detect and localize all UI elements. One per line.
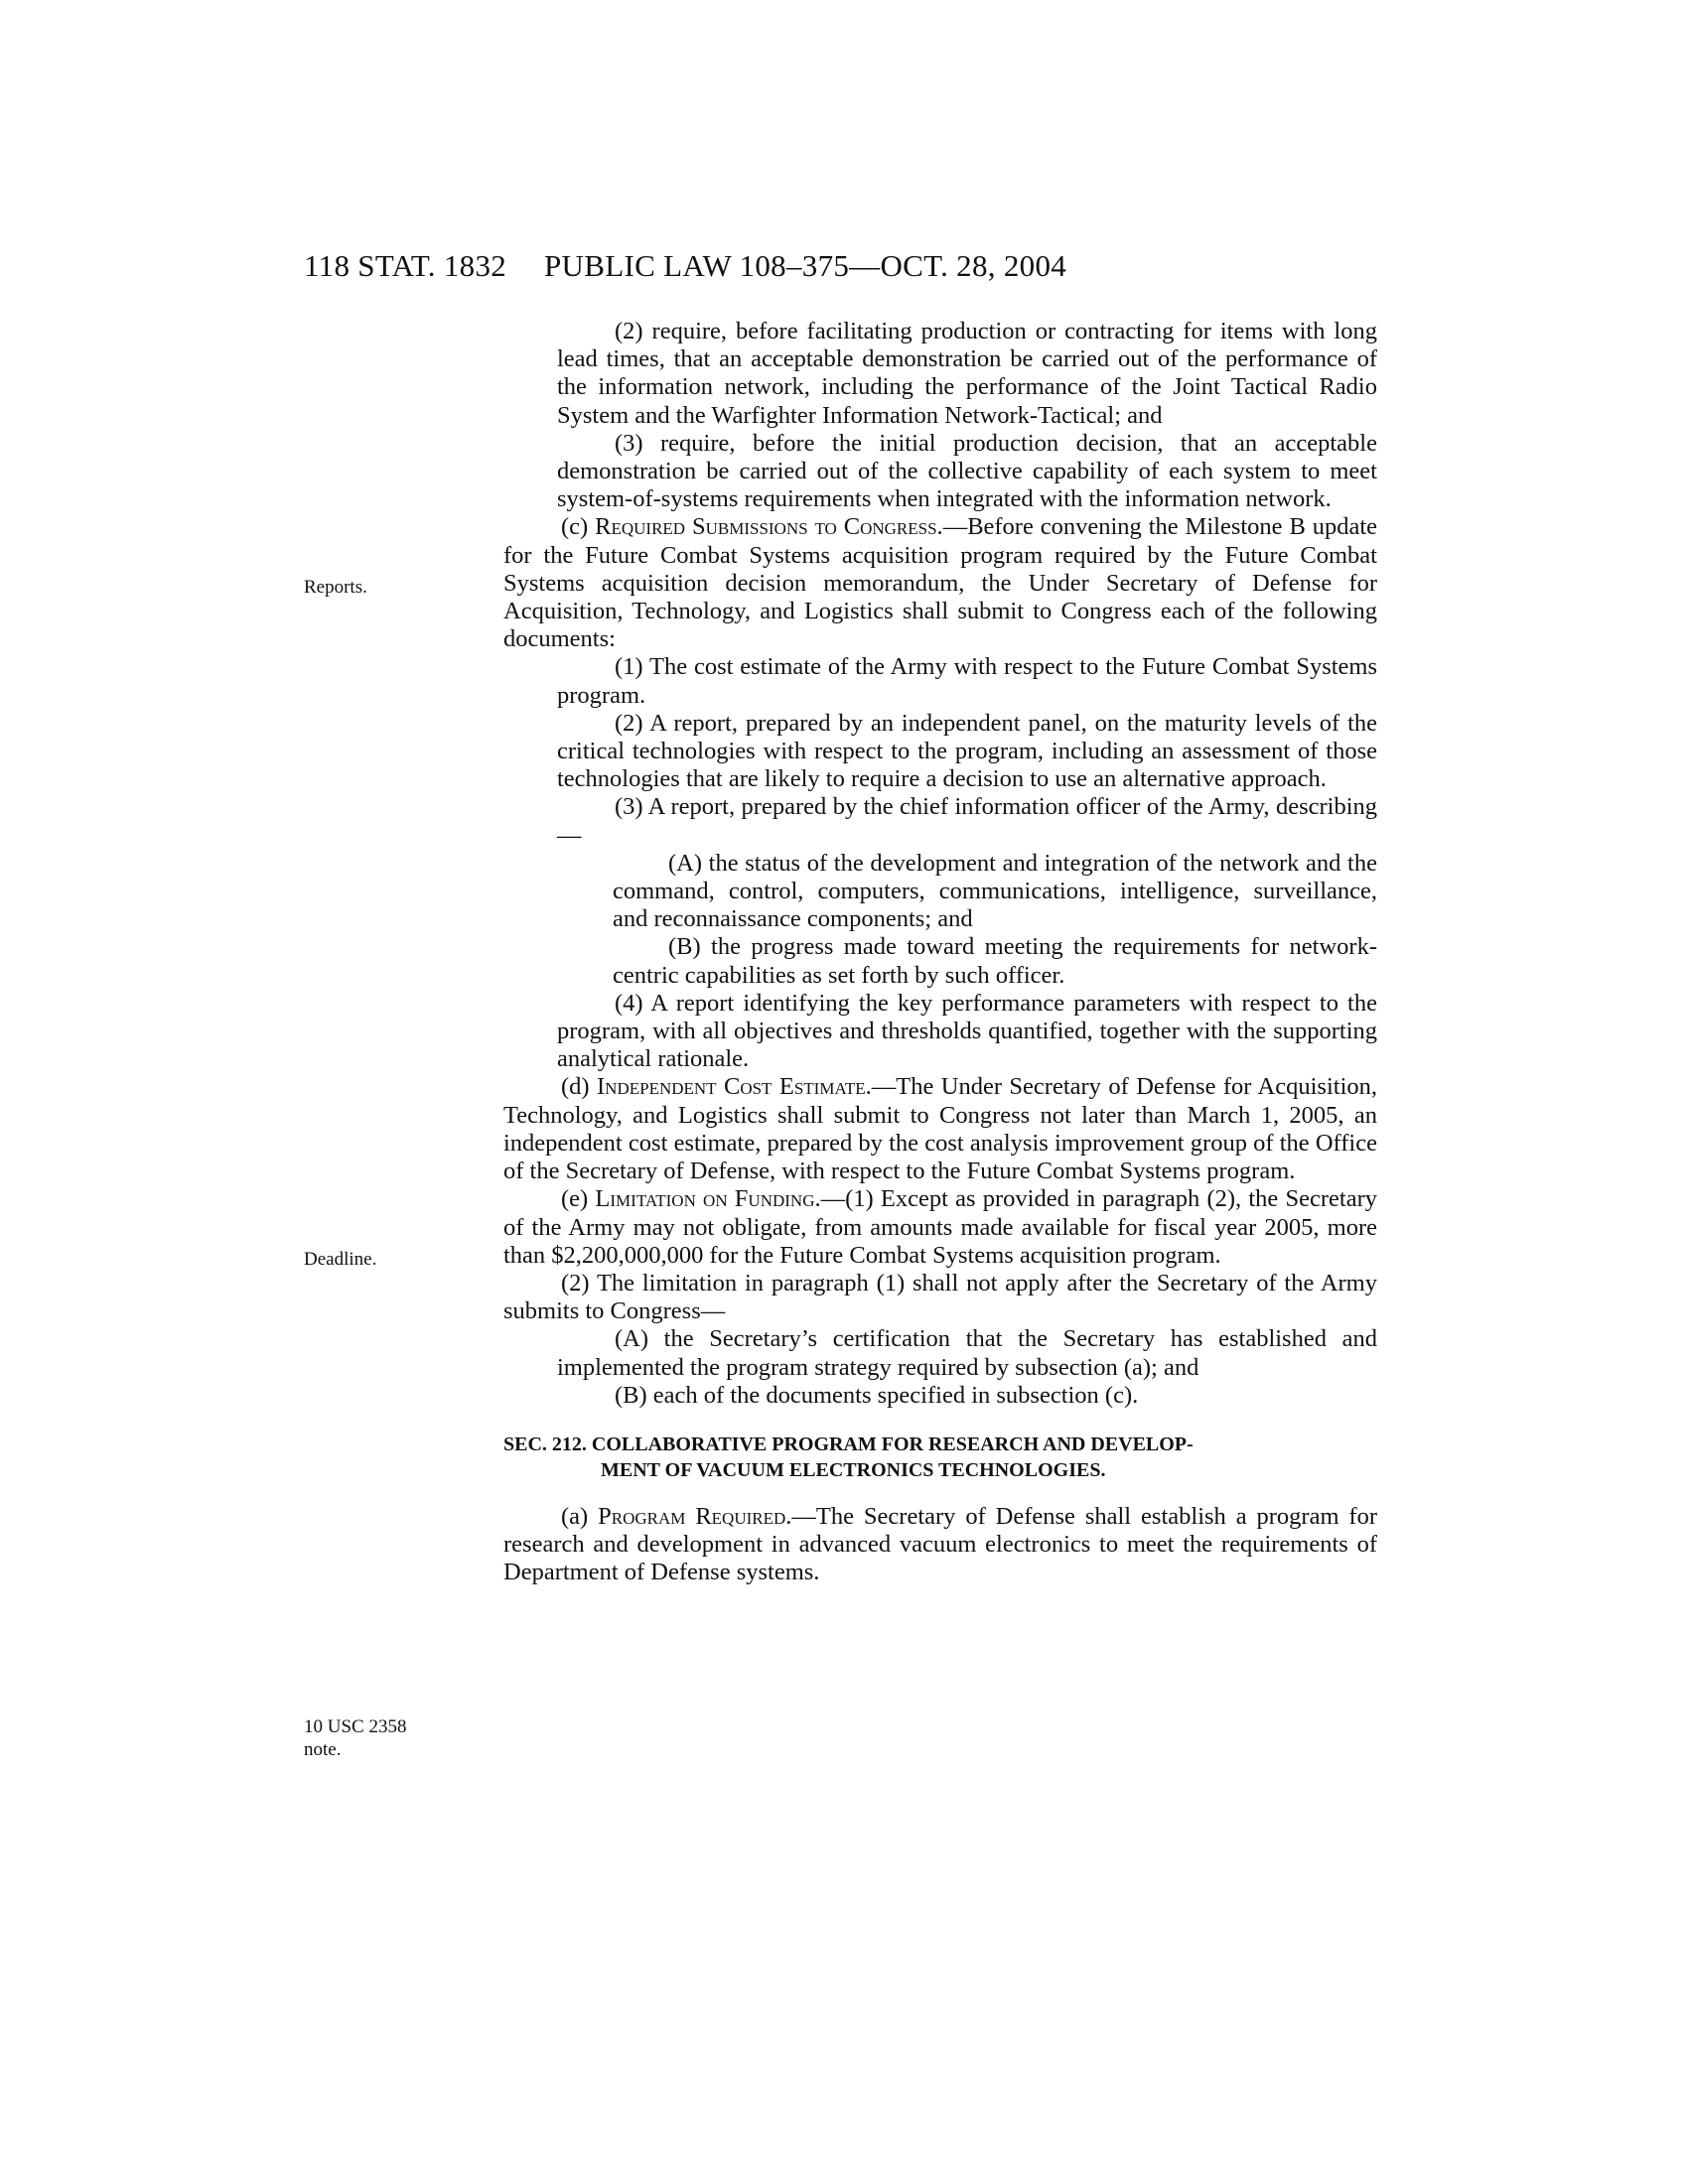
margin-note-usc-line1: 10 USC 2358: [304, 1716, 407, 1737]
statute-page-number: 118 STAT. 1832: [304, 248, 507, 283]
subsection-e: [503, 1185, 1377, 1270]
section-212-heading: [503, 1432, 1377, 1483]
subsection-c-text: —Before convening the Milestone B update for the Future Combat Systems acquisition program required by the Future Combat Systems acquisition decision memorandum, the Under Secretary of Defense for Acquisition, Technology, and Logistics shall submit to Congress each of the following documents:: [503, 513, 1378, 653]
subsection-d-text: —The Under Secretary of Defense for Acquisition, Technology, and Logistics shall submit to Congress not later than March 1, 2005, an independent cost estimate, prepared by the cost analysis improvement group of the Office of the Secretary of Defense, with respect to the Future Combat Systems program.: [503, 1073, 1378, 1185]
section-212-a-text: —The Secretary of Defense shall establish a program for research and development in advanced vacuum electronics to meet the requirements of Department of Defense systems.: [503, 1502, 1377, 1586]
subsection-e-text: —(1) Except as provided in paragraph (2), the Secretary of the Army may not obligate, from amounts made available for fiscal year 2005, more than $2,200,000,000 for the Future Combat Systems acquisition program.: [503, 1185, 1377, 1269]
paragraph-c3: (3) A report, prepared by the chief information officer of the Army, describing—: [557, 793, 1377, 849]
subsection-c-heading: Required Submissions to Congress.: [595, 513, 943, 541]
subsection-e-heading: Limitation on Funding.: [595, 1185, 821, 1213]
subsection-e-label: (e): [561, 1185, 589, 1213]
page-header: [0, 248, 1688, 288]
subsection-d-heading: Independent Cost Estimate.: [597, 1073, 872, 1101]
margin-note-usc-line2: note.: [304, 1739, 342, 1760]
paragraph-b2: (2) require, before facilitating production or contracting for items with long lead times, that an acceptable demonstration be carried out of the performance of the information network, including the performance of the Joint Tactical Radio System and the Warfighter Information Network-Tactical; and: [557, 318, 1377, 429]
subparagraph-e2b: (B) each of the documents specified in subsection (c).: [615, 1381, 1139, 1409]
margin-note-usc: [304, 1715, 453, 1761]
subparagraph-c3a: (A) the status of the development and integration of the network and the command, control, computers, communications, intelligence, surveillance, and reconnaissance components; and: [613, 849, 1377, 933]
margin-note-reports: Reports.: [304, 577, 367, 598]
section-212-a-label: (a): [561, 1502, 589, 1530]
paragraph-c1: (1) The cost estimate of the Army with respect to the Future Combat Systems program.: [557, 653, 1377, 709]
subparagraph-c3b: (B) the progress made toward meeting the requirements for network-centric capabilities as set forth by such officer.: [613, 933, 1377, 989]
margin-note-deadline: Deadline.: [304, 1249, 377, 1270]
statute-text: [503, 318, 1377, 1587]
section-212-heading-line1: SEC. 212. COLLABORATIVE PROGRAM FOR RESEARCH AND DEVELOP-: [503, 1433, 1194, 1455]
subparagraph-e2a: (A) the Secretary’s certification that the Secretary has established and implemented the program strategy required by subsection (a); and: [557, 1325, 1377, 1381]
section-212-a-heading: Program Required.: [598, 1502, 792, 1530]
paragraph-e2: (2) The limitation in paragraph (1) shall not apply after the Secretary of the Army submits to Congress—: [503, 1269, 1377, 1325]
section-212-heading-line2: MENT OF VACUUM ELECTRONICS TECHNOLOGIES.: [601, 1458, 1106, 1481]
subsection-d: [503, 1073, 1377, 1185]
paragraph-c2: (2) A report, prepared by an independent panel, on the maturity levels of the critical technologies with respect to the program, including an assessment of those technologies that are likely to require a decision to use an alternative approach.: [557, 709, 1377, 793]
public-law-title: PUBLIC LAW 108–375—OCT. 28, 2004: [544, 248, 1067, 283]
subsection-d-label: (d): [561, 1073, 590, 1101]
paragraph-c4: (4) A report identifying the key performance parameters with respect to the program, with all objectives and thresholds quantified, together with the supporting analytical rationale.: [557, 989, 1377, 1073]
subsection-c-label: (c): [561, 513, 589, 541]
subsection-c: [503, 513, 1377, 653]
paragraph-b3: (3) require, before the initial production decision, that an acceptable demonstration be carried out of the collective capability of each system to meet system-of-systems requirements when integrated with the information network.: [557, 429, 1377, 513]
section-212-subsection-a: [503, 1503, 1377, 1587]
